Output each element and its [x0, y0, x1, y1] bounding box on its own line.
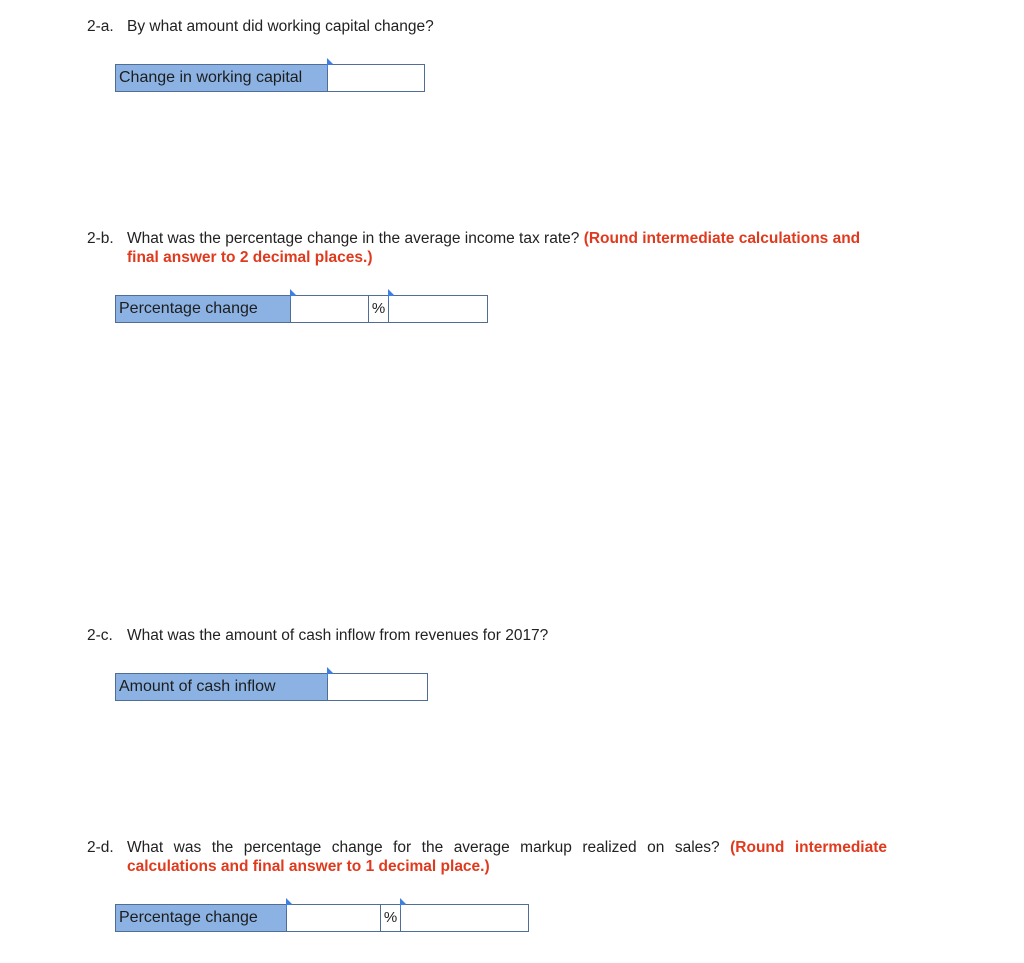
question-text: By what amount did working capital change? [127, 18, 434, 35]
working-capital-input[interactable] [328, 65, 424, 91]
question-number: 2-c. [87, 627, 113, 644]
tax-rate-extra-cell [389, 296, 487, 322]
cash-inflow-cell [328, 674, 427, 700]
question-text: What was the percentage change for the average markup realized on sales? [127, 839, 720, 856]
answer-row-markup [115, 904, 529, 932]
working-capital-cell [328, 65, 424, 91]
answer-row-working-capital [115, 64, 425, 92]
tax-rate-extra-input[interactable] [389, 296, 487, 322]
question-number: 2-b. [87, 230, 114, 247]
rounding-hint: (Round intermediate calculations and final answer to 2 decimal places.) [127, 230, 861, 266]
question-body [127, 229, 887, 267]
markup-cell [287, 905, 381, 931]
field-label: Percentage change [116, 905, 287, 931]
tax-rate-cell [291, 296, 369, 322]
answer-row-tax-rate [115, 295, 488, 323]
field-label: Amount of cash inflow [116, 674, 328, 700]
question-number: 2-a. [87, 18, 114, 35]
field-label: Change in working capital [116, 65, 328, 91]
tax-rate-input[interactable] [291, 296, 368, 322]
answer-row-cash-inflow [115, 673, 428, 701]
question-text: What was the percentage change in the average income tax rate? [127, 230, 580, 247]
question-number: 2-d. [87, 839, 114, 856]
markup-input[interactable] [287, 905, 380, 931]
markup-extra-cell [401, 905, 528, 931]
markup-extra-input[interactable] [401, 905, 528, 931]
question-body [127, 838, 887, 876]
percent-unit: % [369, 296, 389, 322]
percent-unit: % [381, 905, 401, 931]
question-text: What was the amount of cash inflow from revenues for 2017? [127, 627, 549, 644]
rounding-hint: (Round intermediate calculations and final answer to 1 decimal place.) [127, 839, 887, 875]
field-label: Percentage change [116, 296, 291, 322]
cash-inflow-input[interactable] [328, 674, 427, 700]
